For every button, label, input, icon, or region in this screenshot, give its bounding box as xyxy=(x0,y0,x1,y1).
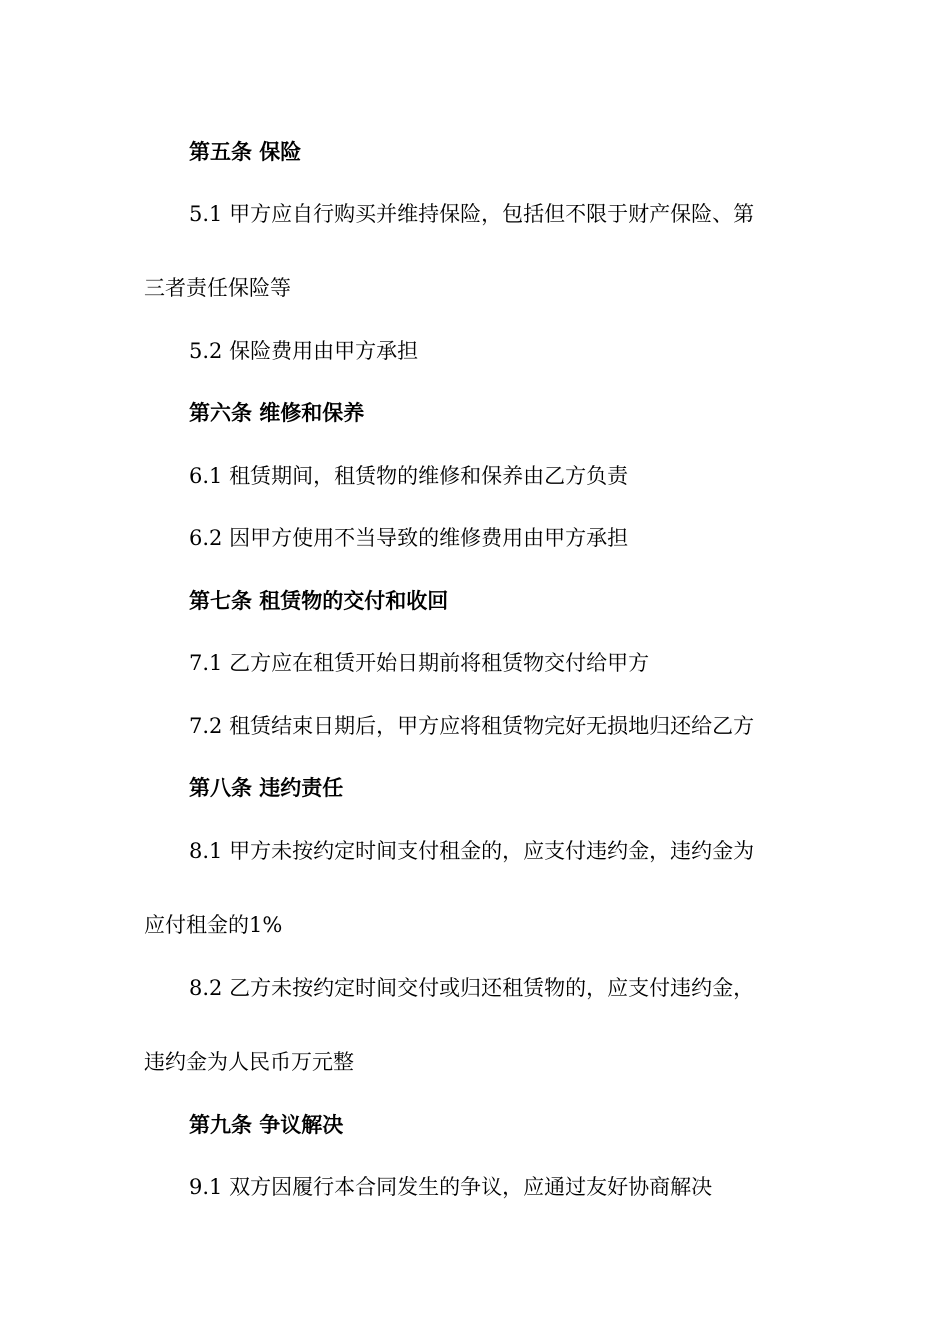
section-heading-8: 第八条 违约责任 xyxy=(189,775,344,800)
section-heading-7: 第七条 租赁物的交付和收回 xyxy=(189,588,449,613)
clause-6-1: 6.1 租赁期间，租赁物的维修和保养由乙方负责 xyxy=(189,464,629,488)
clause-9-1: 9.1 双方因履行本合同发生的争议，应通过友好协商解决 xyxy=(189,1175,713,1199)
section-heading-6: 第六条 维修和保养 xyxy=(189,400,365,425)
clause-8-2: 8.2 乙方未按约定时间交付或归还租赁物的，应支付违约金， xyxy=(189,976,755,1000)
clause-6-2: 6.2 因甲方使用不当导致的维修费用由甲方承担 xyxy=(189,526,629,550)
clause-8-1-continued: 应付租金的1% xyxy=(144,913,283,937)
clause-7-1: 7.1 乙方应在租赁开始日期前将租赁物交付给甲方 xyxy=(189,651,650,675)
section-heading-9: 第九条 争议解决 xyxy=(189,1112,344,1137)
section-heading-5: 第五条 保险 xyxy=(189,139,302,164)
clause-8-1: 8.1 甲方未按约定时间支付租金的，应支付违约金，违约金为 xyxy=(189,839,755,863)
clause-5-1: 5.1 甲方应自行购买并维持保险，包括但不限于财产保险、第 xyxy=(189,202,755,226)
clause-5-1-continued: 三者责任保险等 xyxy=(144,276,291,300)
clause-7-2: 7.2 租赁结束日期后，甲方应将租赁物完好无损地归还给乙方 xyxy=(189,714,755,738)
clause-8-2-continued: 违约金为人民币万元整 xyxy=(144,1050,354,1074)
clause-5-2: 5.2 保险费用由甲方承担 xyxy=(189,339,419,363)
